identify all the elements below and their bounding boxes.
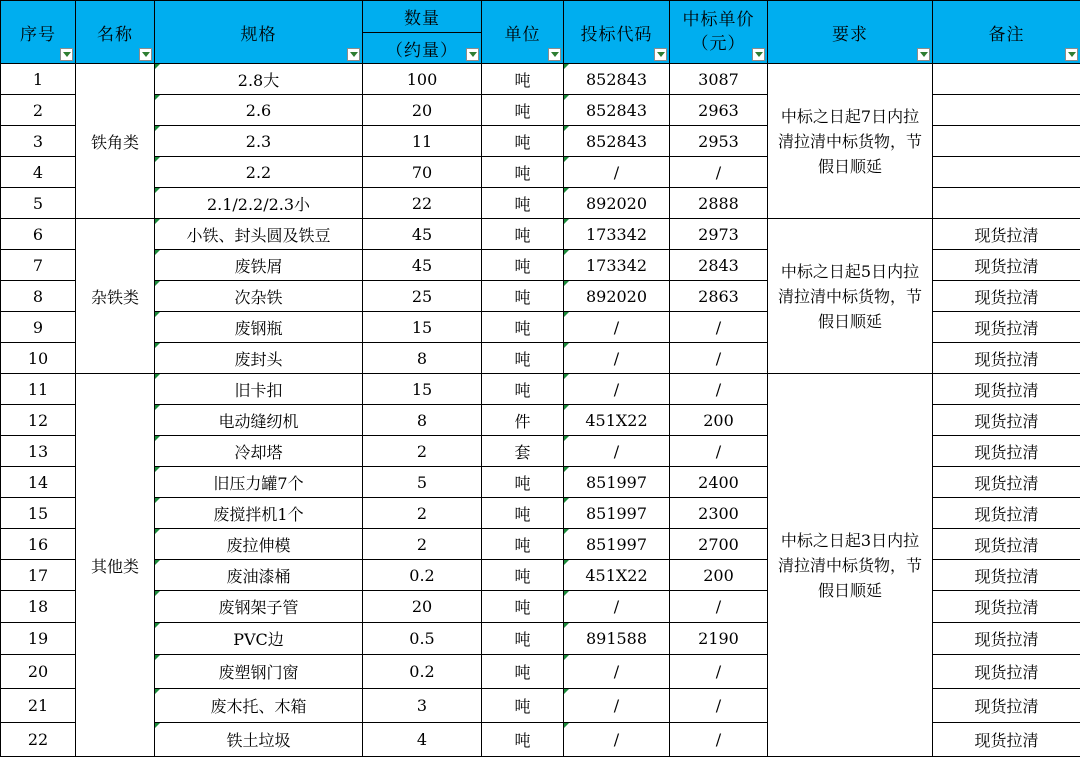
qty-cell[interactable]: 8 xyxy=(363,405,482,436)
code-cell[interactable]: 892020 xyxy=(564,188,670,219)
qty-cell[interactable]: 15 xyxy=(363,374,482,405)
header-qty-line1: 数量 xyxy=(363,1,482,33)
qty-cell[interactable]: 20 xyxy=(363,95,482,126)
seq-cell[interactable]: 10 xyxy=(1,343,76,374)
filter-dropdown-icon[interactable] xyxy=(466,48,479,61)
filter-dropdown-icon[interactable] xyxy=(752,48,765,61)
qty-cell[interactable]: 2 xyxy=(363,498,482,529)
qty-cell[interactable]: 45 xyxy=(363,219,482,250)
seq-cell[interactable]: 4 xyxy=(1,157,76,188)
category-cell[interactable]: 铁角类 xyxy=(76,64,155,219)
price-cell[interactable]: 2400 xyxy=(670,467,768,498)
filter-dropdown-icon[interactable] xyxy=(1065,48,1078,61)
note-cell[interactable]: 现货拉清 xyxy=(933,623,1080,655)
seq-cell[interactable]: 7 xyxy=(1,250,76,281)
code-cell[interactable]: / xyxy=(564,343,670,374)
unit-cell[interactable]: 吨 xyxy=(482,95,564,126)
note-cell[interactable]: 现货拉清 xyxy=(933,250,1080,281)
unit-cell[interactable]: 件 xyxy=(482,405,564,436)
header-seq: 序号 xyxy=(1,1,76,64)
header-name: 名称 xyxy=(76,1,155,64)
note-cell[interactable] xyxy=(933,188,1080,219)
spec-cell[interactable]: 2.2 xyxy=(155,157,363,188)
unit-cell[interactable]: 吨 xyxy=(482,529,564,560)
note-cell[interactable]: 现货拉清 xyxy=(933,312,1080,343)
table-body xyxy=(1,64,1080,757)
note-cell[interactable]: 现货拉清 xyxy=(933,560,1080,591)
unit-cell[interactable]: 吨 xyxy=(482,374,564,405)
code-cell[interactable]: 851997 xyxy=(564,467,670,498)
spec-cell[interactable]: 冷却塔 xyxy=(155,436,363,467)
spec-cell[interactable]: 废拉伸模 xyxy=(155,529,363,560)
spec-cell[interactable]: 废油漆桶 xyxy=(155,560,363,591)
code-cell[interactable]: 173342 xyxy=(564,250,670,281)
qty-cell[interactable]: 11 xyxy=(363,126,482,157)
header-note: 备注 xyxy=(933,1,1080,64)
qty-cell[interactable]: 8 xyxy=(363,343,482,374)
header-price: 中标单价 （元） xyxy=(670,1,768,64)
code-cell[interactable]: 891588 xyxy=(564,623,670,655)
unit-cell[interactable]: 吨 xyxy=(482,623,564,655)
unit-cell[interactable]: 吨 xyxy=(482,498,564,529)
seq-cell[interactable]: 17 xyxy=(1,560,76,591)
unit-cell[interactable]: 吨 xyxy=(482,188,564,219)
code-cell[interactable]: / xyxy=(564,312,670,343)
filter-dropdown-icon[interactable] xyxy=(60,48,73,61)
spec-cell[interactable]: 废钢架子管 xyxy=(155,591,363,623)
note-cell[interactable]: 现货拉清 xyxy=(933,467,1080,498)
spec-cell[interactable]: 2.3 xyxy=(155,126,363,157)
code-cell[interactable]: / xyxy=(564,655,670,689)
price-cell[interactable]: / xyxy=(670,343,768,374)
qty-cell[interactable]: 0.2 xyxy=(363,560,482,591)
note-cell[interactable] xyxy=(933,64,1080,95)
price-cell[interactable]: 2963 xyxy=(670,95,768,126)
price-cell[interactable]: / xyxy=(670,689,768,723)
qty-cell[interactable]: 25 xyxy=(363,281,482,312)
qty-cell[interactable]: 45 xyxy=(363,250,482,281)
spec-cell[interactable]: 小铁、封头圆及铁豆 xyxy=(155,219,363,250)
code-cell[interactable]: 892020 xyxy=(564,281,670,312)
requirement-cell[interactable]: 中标之日起3日内拉清拉清中标货物，节假日顺延 xyxy=(768,374,933,757)
seq-cell[interactable]: 2 xyxy=(1,95,76,126)
table-row xyxy=(1,64,1080,95)
seq-cell[interactable]: 3 xyxy=(1,126,76,157)
table-row xyxy=(1,219,1080,250)
price-cell[interactable]: / xyxy=(670,723,768,757)
code-cell[interactable]: / xyxy=(564,436,670,467)
spec-cell[interactable]: 次杂铁 xyxy=(155,281,363,312)
price-cell[interactable]: 2973 xyxy=(670,219,768,250)
note-cell[interactable]: 现货拉清 xyxy=(933,655,1080,689)
code-cell[interactable]: 851997 xyxy=(564,529,670,560)
qty-cell[interactable]: 20 xyxy=(363,591,482,623)
code-cell[interactable]: 451X22 xyxy=(564,560,670,591)
filter-dropdown-icon[interactable] xyxy=(917,48,930,61)
requirement-cell[interactable]: 中标之日起7日内拉清拉清中标货物，节假日顺延 xyxy=(768,64,933,219)
header-code: 投标代码 xyxy=(564,1,670,64)
seq-cell[interactable]: 22 xyxy=(1,723,76,757)
price-cell[interactable]: 3087 xyxy=(670,64,768,95)
unit-cell[interactable]: 吨 xyxy=(482,126,564,157)
note-cell[interactable]: 现货拉清 xyxy=(933,343,1080,374)
code-cell[interactable]: 852843 xyxy=(564,64,670,95)
spec-cell[interactable]: 废木托、木箱 xyxy=(155,689,363,723)
unit-cell[interactable]: 吨 xyxy=(482,655,564,689)
price-cell[interactable]: / xyxy=(670,436,768,467)
requirement-cell[interactable]: 中标之日起5日内拉清拉清中标货物，节假日顺延 xyxy=(768,219,933,374)
note-cell[interactable]: 现货拉清 xyxy=(933,374,1080,405)
note-cell[interactable] xyxy=(933,95,1080,126)
qty-cell[interactable]: 2 xyxy=(363,529,482,560)
header-qty-line2: （约量） xyxy=(363,33,482,64)
seq-cell[interactable]: 20 xyxy=(1,655,76,689)
seq-cell[interactable]: 8 xyxy=(1,281,76,312)
unit-cell[interactable]: 吨 xyxy=(482,560,564,591)
unit-cell[interactable]: 吨 xyxy=(482,219,564,250)
filter-dropdown-icon[interactable] xyxy=(548,48,561,61)
spec-cell[interactable]: 2.8大 xyxy=(155,64,363,95)
header-req: 要求 xyxy=(768,1,933,64)
unit-cell[interactable]: 吨 xyxy=(482,723,564,757)
qty-cell[interactable]: 0.2 xyxy=(363,655,482,689)
seq-cell[interactable]: 5 xyxy=(1,188,76,219)
price-cell[interactable]: 2953 xyxy=(670,126,768,157)
qty-cell[interactable]: 22 xyxy=(363,188,482,219)
filter-dropdown-icon[interactable] xyxy=(139,48,152,61)
qty-cell[interactable]: 5 xyxy=(363,467,482,498)
seq-cell[interactable]: 11 xyxy=(1,374,76,405)
unit-cell[interactable]: 吨 xyxy=(482,689,564,723)
unit-cell[interactable]: 吨 xyxy=(482,591,564,623)
header-unit: 单位 xyxy=(482,1,564,64)
note-cell[interactable]: 现货拉清 xyxy=(933,405,1080,436)
note-cell[interactable]: 现货拉清 xyxy=(933,281,1080,312)
note-cell[interactable]: 现货拉清 xyxy=(933,529,1080,560)
price-cell[interactable]: 2888 xyxy=(670,188,768,219)
note-cell[interactable] xyxy=(933,126,1080,157)
price-cell[interactable]: 200 xyxy=(670,560,768,591)
unit-cell[interactable]: 吨 xyxy=(482,64,564,95)
filter-dropdown-icon[interactable] xyxy=(347,48,360,61)
qty-cell[interactable]: 3 xyxy=(363,689,482,723)
price-cell[interactable]: 2843 xyxy=(670,250,768,281)
code-cell[interactable]: / xyxy=(564,689,670,723)
spec-cell[interactable]: 废封头 xyxy=(155,343,363,374)
unit-cell[interactable]: 吨 xyxy=(482,343,564,374)
spec-cell[interactable]: 电动缝纫机 xyxy=(155,405,363,436)
code-cell[interactable]: 852843 xyxy=(564,126,670,157)
qty-cell[interactable]: 2 xyxy=(363,436,482,467)
price-cell[interactable]: 2300 xyxy=(670,498,768,529)
spec-cell[interactable]: 旧压力罐7个 xyxy=(155,467,363,498)
price-cell[interactable]: / xyxy=(670,655,768,689)
seq-cell[interactable]: 13 xyxy=(1,436,76,467)
table-row xyxy=(1,374,1080,405)
unit-cell[interactable]: 吨 xyxy=(482,312,564,343)
price-cell[interactable]: / xyxy=(670,157,768,188)
code-cell[interactable]: / xyxy=(564,374,670,405)
note-cell[interactable]: 现货拉清 xyxy=(933,436,1080,467)
price-cell[interactable]: 2700 xyxy=(670,529,768,560)
code-cell[interactable]: 852843 xyxy=(564,95,670,126)
note-cell[interactable]: 现货拉清 xyxy=(933,689,1080,723)
qty-cell[interactable]: 70 xyxy=(363,157,482,188)
category-cell[interactable]: 其他类 xyxy=(76,374,155,757)
unit-cell[interactable]: 吨 xyxy=(482,157,564,188)
unit-cell[interactable]: 吨 xyxy=(482,281,564,312)
seq-cell[interactable]: 18 xyxy=(1,591,76,623)
code-cell[interactable]: / xyxy=(564,591,670,623)
category-cell[interactable]: 杂铁类 xyxy=(76,219,155,374)
seq-cell[interactable]: 15 xyxy=(1,498,76,529)
seq-cell[interactable]: 6 xyxy=(1,219,76,250)
price-cell[interactable]: / xyxy=(670,591,768,623)
price-cell[interactable]: 2190 xyxy=(670,623,768,655)
code-cell[interactable]: 851997 xyxy=(564,498,670,529)
note-cell[interactable]: 现货拉清 xyxy=(933,498,1080,529)
code-cell[interactable]: 173342 xyxy=(564,219,670,250)
spec-cell[interactable]: 废铁屑 xyxy=(155,250,363,281)
seq-cell[interactable]: 16 xyxy=(1,529,76,560)
code-cell[interactable]: / xyxy=(564,723,670,757)
seq-cell[interactable]: 9 xyxy=(1,312,76,343)
qty-cell[interactable]: 15 xyxy=(363,312,482,343)
spec-cell[interactable]: 废钢瓶 xyxy=(155,312,363,343)
note-cell[interactable]: 现货拉清 xyxy=(933,591,1080,623)
spec-cell[interactable]: 废搅拌机1个 xyxy=(155,498,363,529)
qty-cell[interactable]: 100 xyxy=(363,64,482,95)
note-cell[interactable] xyxy=(933,157,1080,188)
spec-cell[interactable]: 旧卡扣 xyxy=(155,374,363,405)
seq-cell[interactable]: 12 xyxy=(1,405,76,436)
seq-cell[interactable]: 14 xyxy=(1,467,76,498)
unit-cell[interactable]: 套 xyxy=(482,436,564,467)
code-cell[interactable]: / xyxy=(564,157,670,188)
seq-cell[interactable]: 19 xyxy=(1,623,76,655)
qty-cell[interactable]: 4 xyxy=(363,723,482,757)
code-cell[interactable]: 451X22 xyxy=(564,405,670,436)
unit-cell[interactable]: 吨 xyxy=(482,467,564,498)
seq-cell[interactable]: 21 xyxy=(1,689,76,723)
note-cell[interactable]: 现货拉清 xyxy=(933,219,1080,250)
price-cell[interactable]: / xyxy=(670,374,768,405)
spec-cell[interactable]: 废塑钢门窗 xyxy=(155,655,363,689)
spec-cell[interactable]: 2.1/2.2/2.3小 xyxy=(155,188,363,219)
price-cell[interactable]: / xyxy=(670,312,768,343)
unit-cell[interactable]: 吨 xyxy=(482,250,564,281)
note-cell[interactable]: 现货拉清 xyxy=(933,723,1080,757)
qty-cell[interactable]: 0.5 xyxy=(363,623,482,655)
seq-cell[interactable]: 1 xyxy=(1,64,76,95)
spec-cell[interactable]: 铁土垃圾 xyxy=(155,723,363,757)
price-cell[interactable]: 200 xyxy=(670,405,768,436)
spec-cell[interactable]: 2.6 xyxy=(155,95,363,126)
header-spec: 规格 xyxy=(155,1,363,64)
spec-cell[interactable]: PVC边 xyxy=(155,623,363,655)
price-cell[interactable]: 2863 xyxy=(670,281,768,312)
filter-dropdown-icon[interactable] xyxy=(654,48,667,61)
